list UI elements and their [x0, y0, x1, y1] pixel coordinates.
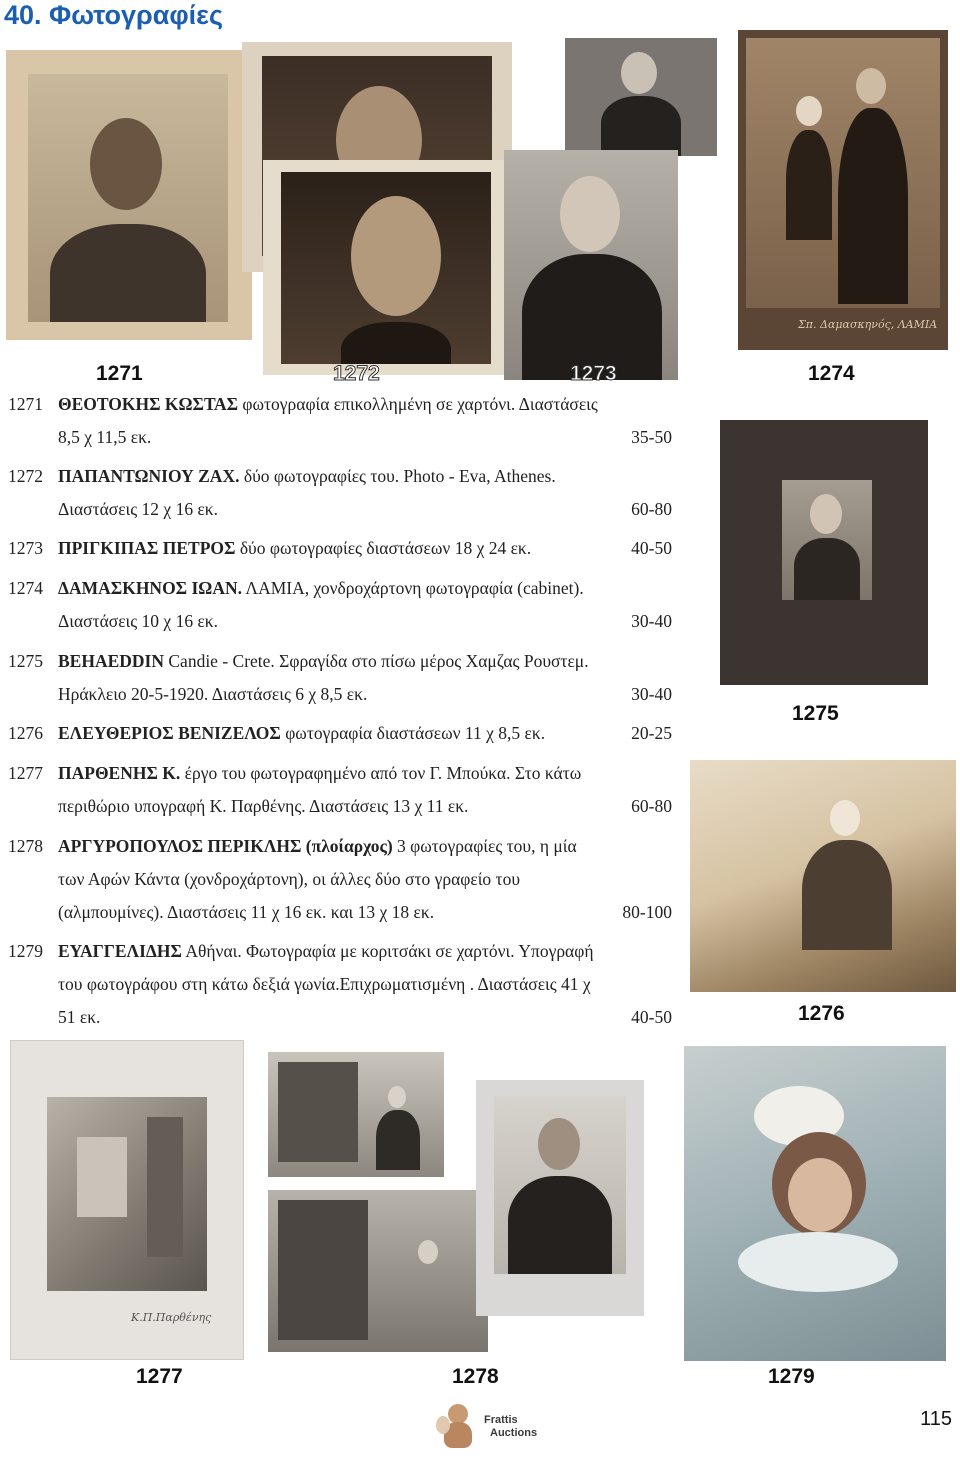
entry-title: ΠΑΡΘΕΝΗΣ Κ.: [58, 763, 181, 783]
page-number: 115: [920, 1408, 952, 1430]
price: 35-50: [631, 427, 672, 447]
section-title: 40. Φωτογραφίες: [4, 0, 224, 30]
price: 80-100: [622, 902, 672, 922]
price: 30-40: [631, 684, 672, 704]
photo-1273-front: [504, 150, 678, 380]
entry-title: BEHAEDDIN: [58, 651, 164, 671]
lot-label-1271: 1271: [96, 362, 143, 385]
price: 40-50: [631, 1007, 672, 1027]
lot-label-1272: 1272: [333, 362, 380, 385]
photo-1277-signature: Κ.Π.Παρθένης: [131, 1311, 212, 1324]
photo-1271-mount: [6, 50, 252, 340]
price: 20-25: [631, 723, 672, 743]
cherub-icon: [436, 1402, 480, 1452]
photo-1275-portrait: [782, 480, 872, 600]
entry-title: ΕΛΕΥΘΕΡΙΟΣ ΒΕΝΙΖΕΛΟΣ: [58, 723, 281, 743]
price: 60-80: [631, 499, 672, 519]
entry-title: ΑΡΓΥΡΟΠΟΥΛΟΣ ΠΕΡΙΚΛΗΣ (πλοίαρχος): [58, 836, 393, 856]
photo-1277-mount: [10, 1040, 244, 1360]
photo-1279-tinted-portrait: [684, 1046, 946, 1361]
photo-1278-office-1: [268, 1052, 444, 1177]
logo-word-1: Frattis: [484, 1414, 518, 1426]
entry-title: ΕΥΑΓΓΕΛΙΔΗΣ: [58, 941, 182, 961]
lot-label-1279: 1279: [768, 1365, 815, 1388]
photo-1278-office-2: [268, 1190, 488, 1352]
photo-1271-portrait: [28, 74, 228, 322]
price: 60-80: [631, 796, 672, 816]
lot-label-1276: 1276: [798, 1002, 845, 1025]
photo-1278-uniform: [476, 1080, 644, 1316]
entry-title: ΔΑΜΑΣΚΗΝΟΣ ΙΩΑΝ.: [58, 578, 242, 598]
photo-1275-mount: [720, 420, 928, 685]
price: 30-40: [631, 611, 672, 631]
lot-label-1273: 1273: [570, 362, 617, 385]
frattis-auctions-logo: [432, 1398, 538, 1454]
entry-title: ΘΕΟΤΟΚΗΣ ΚΩΣΤΑΣ: [58, 394, 239, 414]
lot-label-1277: 1277: [136, 1365, 183, 1388]
logo-word-2: Auctions: [490, 1427, 538, 1439]
lot-label-1278: 1278: [452, 1365, 499, 1388]
lot-label-1274: 1274: [808, 362, 855, 385]
photo-1274-cabinet: [738, 30, 948, 350]
photo-1276-outdoor: [690, 760, 956, 992]
photo-1272-front: [263, 160, 513, 375]
photo-1274-studio-mark: Σπ. Δαμασκηνός, ΛΑΜΙΑ: [798, 318, 938, 331]
photo-1277-artwork: [47, 1097, 207, 1291]
entry-title: ΠΡΙΓΚΙΠΑΣ ΠΕΤΡΟΣ: [58, 538, 236, 558]
entry-title: ΠΑΠΑΝΤΩΝΙΟΥ ΖΑΧ.: [58, 466, 240, 486]
photo-1273-back: [565, 38, 717, 156]
price: 40-50: [631, 538, 672, 558]
lot-label-1275: 1275: [792, 702, 839, 725]
